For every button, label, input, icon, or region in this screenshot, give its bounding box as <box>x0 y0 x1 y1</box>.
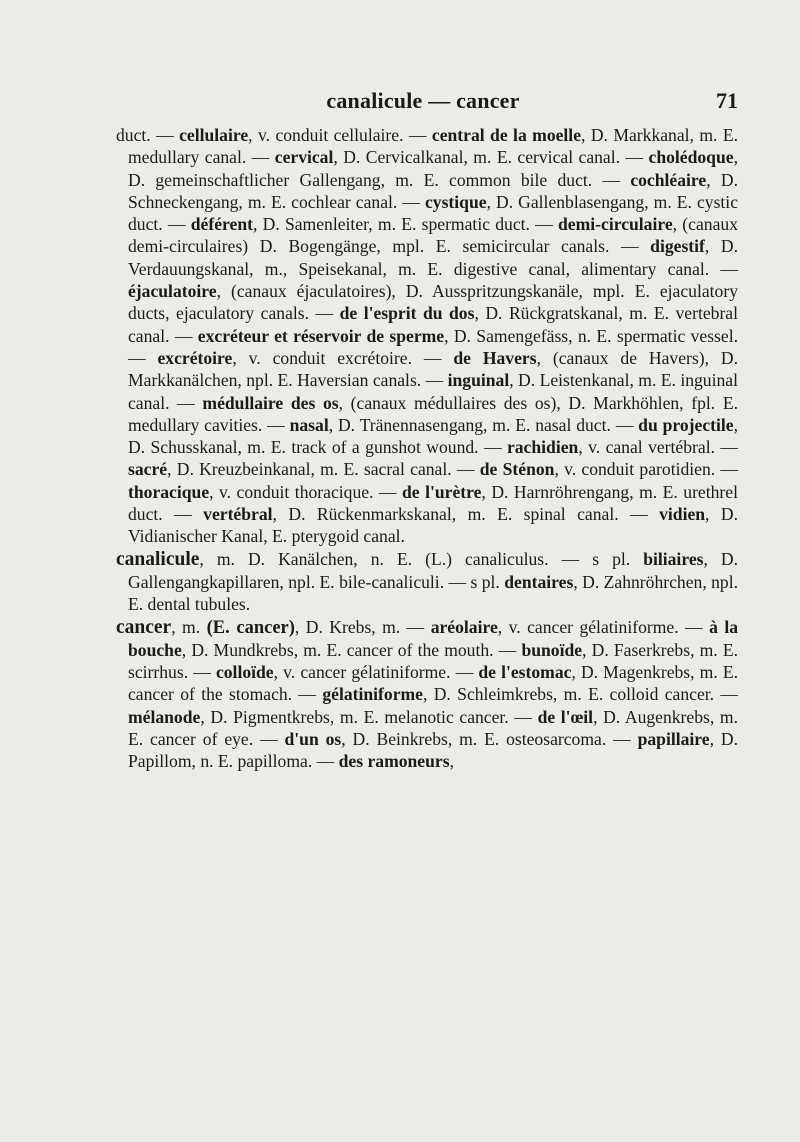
entry-text: , D. Schneckengang, m. E. cochlear canal. — <box>128 169 738 212</box>
entry-text: , <box>449 751 454 772</box>
entry-text: , D. gemeinschaftlicher Gallengang, m. E. common bile duct. — <box>128 147 738 190</box>
entry-text: , D. Rückgratskanal, m. E. vertebral canal. — <box>128 303 738 346</box>
entry-text: , D. Cervicalkanal, m. E. cervical canal. — <box>333 147 649 168</box>
entry-text: , D. Beinkrebs, m. E. osteosarcoma. — <box>341 729 638 750</box>
page-header <box>108 88 738 114</box>
entry-text: , m. <box>171 616 207 637</box>
entry-text: , D. Vidianischer Kanal, E. pterygoid canal. <box>128 504 738 547</box>
entry-text: , v. conduit thoracique. — <box>209 481 403 502</box>
subentry-headword: éjaculatoire <box>128 281 217 302</box>
entry-headword: canalicule <box>116 548 200 570</box>
subentry-headword: vidien <box>659 504 706 525</box>
subentry-headword: gélatiniforme <box>322 684 423 705</box>
entry-text: , D. Harnröhrengang, m. E. urethrel duct. — <box>128 481 738 525</box>
subentry-headword: déférent <box>190 214 253 235</box>
subentry-headword: de l'estomac <box>478 662 572 683</box>
entry-cancer <box>116 616 738 773</box>
entry-text: , D. Samenleiter, m. E. spermatic duct. — <box>252 214 559 235</box>
entry-text: , m. D. Kanälchen, n. E. (L.) canaliculus. — s pl. <box>199 548 644 569</box>
entry-text: , D. Zahnröhrchen, npl. E. dental tubules. <box>128 571 738 615</box>
subentry-headword: à la bouche <box>128 616 739 660</box>
subentry-headword: cellulaire <box>179 125 249 145</box>
entry-text: , v. conduit cellulaire. — <box>248 125 432 145</box>
subentry-headword: bunoïde <box>521 639 583 660</box>
entry-text: , D. Krebs, m. — <box>294 616 431 637</box>
entry-text: , D. Tränennasengang, m. E. nasal duct. — <box>328 414 639 435</box>
entry-canal-continued <box>116 124 738 548</box>
subentry-headword: cochléaire <box>630 169 707 190</box>
subentry-headword: nasal <box>289 414 329 435</box>
entry-text: , v. conduit excrétoire. — <box>232 347 454 368</box>
entry-text: , v. cancer gélatiniforme. — <box>497 616 710 637</box>
entry-text: , D. Gallengangkapillaren, npl. E. bile-canaliculi. — s pl. <box>128 548 738 592</box>
entry-text: , v. canal vertébral. — <box>578 437 738 458</box>
subentry-headword: cystique <box>424 191 487 212</box>
subentry-headword: biliaires <box>643 548 704 569</box>
subentry-headword: sacré <box>128 459 168 480</box>
page-body <box>116 124 738 773</box>
running-head: canalicule — cancer <box>326 88 520 113</box>
subentry-headword: dentaires <box>504 571 574 592</box>
subentry-headword: cholédoque <box>648 147 734 168</box>
entry-text: , D. Rückenmarkskanal, m. E. spinal canal. — <box>272 504 660 525</box>
subentry-headword: du projectile <box>638 414 734 435</box>
subentry-headword: des ramoneurs <box>338 751 450 772</box>
subentry-headword: papillaire <box>637 729 710 750</box>
subentry-headword: vertébral <box>203 504 273 525</box>
entry-text: , D. Leistenkanal, m. E. inguinal canal. — <box>128 370 738 413</box>
entry-text: , D. Mundkrebs, m. E. cancer of the mouth. — <box>181 639 522 660</box>
subentry-headword: de l'urètre <box>402 481 482 502</box>
entry-text: , (canaux de Havers), D. Markkanälchen, npl. E. Haversian canals. — <box>128 347 738 391</box>
subentry-headword: rachidien <box>506 437 579 458</box>
subentry-headword: central de la moelle <box>431 125 582 145</box>
subentry-headword: cervical <box>274 147 334 168</box>
subentry-headword: digestif <box>650 236 705 257</box>
page-number: 71 <box>716 88 738 113</box>
entry-text: , D. Samengefäss, n. E. spermatic vessel. — <box>128 325 738 368</box>
entry-text: , D. Papillom, n. E. papilloma. — <box>128 729 738 772</box>
entry-canalicule <box>116 548 738 616</box>
subentry-headword: de Sténon <box>479 459 555 480</box>
subentry-headword: de l'esprit du dos <box>339 303 475 324</box>
entry-text: , (canaux médullaires des os), D. Markhöhlen, fpl. E. medullary cavities. — <box>128 392 738 435</box>
subentry-headword: aréolaire <box>430 616 498 637</box>
subentry-headword: de Havers <box>453 347 537 368</box>
entry-text: , D. Gallenblasengang, m. E. cystic duct. — <box>128 191 738 235</box>
entry-text: , D. Kreuzbeinkanal, m. E. sacral canal. — <box>167 459 480 480</box>
subentry-headword: thoracique <box>128 481 210 502</box>
subentry-headword: colloïde <box>215 662 274 683</box>
subentry-headword: mélanode <box>128 706 201 727</box>
subentry-headword: médullaire des os <box>202 392 339 413</box>
subentry-headword: excréteur et réservoir de sperme <box>197 325 445 346</box>
entry-text: , (canaux éjaculatoires), D. Ausspritzungskanäle, mpl. E. ejaculatory ducts, ejaculatory canals. — <box>128 281 738 324</box>
entry-text: , D. Markkanal, m. E. medullary canal. — <box>128 125 738 168</box>
entry-text: , v. cancer gélatiniforme. — <box>273 662 479 683</box>
entry-text: , v. conduit parotidien. — <box>554 459 739 480</box>
entry-text: duct. — <box>116 125 180 145</box>
entry-text: , D. Schusskanal, m. E. track of a gunshot wound. — <box>128 414 738 458</box>
entry-text: , D. Pigmentkrebs, m. E. melanotic cancer. — <box>200 706 538 727</box>
subentry-headword: demi-circulaire <box>558 214 673 235</box>
entry-text: , D. Magenkrebs, m. E. cancer of the stomach. — <box>128 662 739 705</box>
subentry-headword: excrétoire <box>157 347 233 368</box>
subentry-headword: d'un os <box>284 729 342 750</box>
subentry-headword: de l'œil <box>537 706 594 727</box>
entry-etymology: (E. cancer) <box>206 617 295 638</box>
subentry-headword: inguinal <box>447 370 510 391</box>
entry-headword: cancer <box>116 616 172 638</box>
entry-text: , D. Augenkrebs, m. E. cancer of eye. — <box>128 706 738 750</box>
entry-text: , D. Schleimkrebs, m. E. colloid cancer. — <box>422 684 738 705</box>
entry-text: , D. Faserkrebs, m. E. scirrhus. — <box>128 639 738 683</box>
entry-text: , D. Verdauungskanal, m., Speisekanal, m. E. digestive canal, alimentary canal. — <box>128 236 739 279</box>
entry-text: , (canaux demi-circulaires) D. Bogengänge, mpl. E. semicircular canals. — <box>128 214 738 257</box>
